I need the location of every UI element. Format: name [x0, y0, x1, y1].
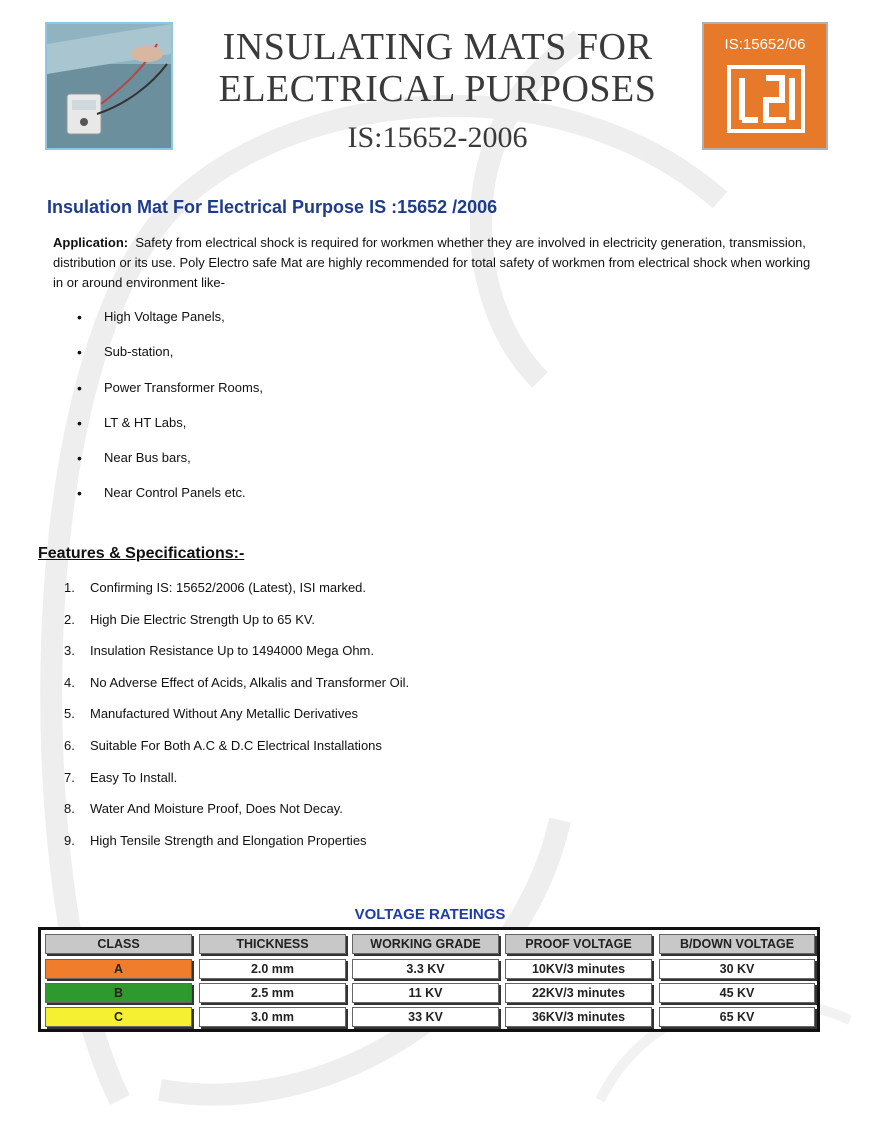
features-heading: Features & Specifications:-: [38, 545, 245, 562]
feature-text: Easy To Install.: [90, 769, 178, 785]
table-cell-working-grade: 11 KV: [352, 983, 499, 1003]
title-line-1: INSULATING MATS FOR: [222, 26, 653, 68]
list-item-text: Near Bus bars,: [104, 450, 191, 466]
feature-text: Suitable For Both A.C & D.C Electrical Installations: [90, 737, 382, 753]
standard-number: IS:15652-2006: [347, 121, 528, 154]
feature-number: 1.: [64, 580, 75, 595]
table-header-breakdown-voltage: B/DOWN VOLTAGE: [659, 934, 815, 954]
feature-text: Confirming IS: 15652/2006 (Latest), ISI marked.: [90, 580, 367, 595]
title-line-2: ELECTRICAL PURPOSES: [218, 68, 657, 110]
table-header-class: CLASS: [45, 934, 192, 954]
feature-text: No Adverse Effect of Acids, Alkalis and Transformer Oil.: [90, 674, 410, 690]
list-item-text: Near Control Panels etc.: [104, 485, 246, 501]
document-title: [180, 26, 695, 156]
table-cell-class-b: B: [45, 983, 192, 1003]
list-item: [77, 485, 263, 520]
table-cell-thickness: 3.0 mm: [199, 1007, 346, 1027]
table-cell-thickness: 2.0 mm: [199, 959, 346, 979]
table-header-working-grade: WORKING GRADE: [352, 934, 499, 954]
table-cell-proof-voltage: 36KV/3 minutes: [505, 1007, 652, 1027]
table-header-proof-voltage: PROOF VOLTAGE: [505, 934, 652, 954]
feature-text: Manufactured Without Any Metallic Derivatives: [90, 706, 359, 722]
isi-mark-icon: [726, 64, 806, 134]
table-cell-breakdown-voltage: 45 KV: [659, 983, 815, 1003]
feature-item: [64, 738, 409, 770]
feature-number: 2.: [64, 611, 75, 627]
list-item: [77, 380, 263, 415]
table-cell-breakdown-voltage: 65 KV: [659, 1007, 815, 1027]
technician-testing-image: [47, 24, 171, 148]
table-cell-proof-voltage: 22KV/3 minutes: [505, 983, 652, 1003]
feature-item: [64, 801, 409, 833]
feature-number: 3.: [64, 643, 75, 659]
feature-number: 4.: [64, 674, 75, 690]
feature-text: High Die Electric Strength Up to 65 KV.: [90, 611, 315, 627]
isi-badge-code: IS:15652/06: [724, 36, 806, 53]
voltage-ratings-table: [38, 927, 820, 1032]
feature-number: 8.: [64, 801, 75, 817]
bullet-icon: •: [77, 450, 82, 467]
feature-item: [64, 580, 409, 612]
list-item: [77, 344, 263, 379]
feature-text: Water And Moisture Proof, Does Not Decay.: [90, 801, 343, 817]
table-cell-breakdown-voltage: 30 KV: [659, 959, 815, 979]
list-item: [77, 415, 263, 450]
product-photo: [45, 22, 173, 150]
feature-number: 6.: [64, 737, 75, 753]
list-item-text: Sub-station,: [104, 344, 174, 360]
bullet-icon: •: [77, 309, 82, 325]
feature-item: [64, 643, 409, 675]
bullet-icon: •: [77, 485, 82, 502]
feature-number: 7.: [64, 769, 75, 785]
table-header-thickness: THICKNESS: [199, 934, 346, 954]
feature-item: [64, 612, 409, 644]
list-item-text: High Voltage Panels,: [104, 309, 225, 324]
list-item: [77, 450, 263, 485]
bullet-icon: •: [77, 414, 82, 431]
feature-item: [64, 675, 409, 707]
application-label: Application:: [53, 235, 129, 250]
bullet-icon: •: [77, 379, 82, 396]
table-cell-thickness: 2.5 mm: [199, 983, 346, 1003]
application-paragraph: [53, 233, 813, 293]
feature-item: [64, 833, 409, 865]
features-list: [64, 580, 409, 864]
list-item-text: Power Transformer Rooms,: [104, 379, 263, 395]
voltage-table-title: VOLTAGE RATEINGS: [354, 906, 506, 923]
isi-certification-badge: [702, 22, 828, 150]
table-cell-class-a: A: [45, 959, 192, 979]
list-item: [77, 309, 263, 344]
feature-number: 5.: [64, 706, 75, 722]
bullet-icon: •: [77, 344, 82, 361]
environment-list: [77, 309, 263, 521]
table-cell-class-c: C: [45, 1007, 192, 1027]
feature-text: Insulation Resistance Up to 1494000 Mega Ohm.: [90, 643, 375, 659]
table-cell-working-grade: 33 KV: [352, 1007, 499, 1027]
table-cell-proof-voltage: 10KV/3 minutes: [505, 959, 652, 979]
feature-text: High Tensile Strength and Elongation Properties: [90, 832, 367, 848]
table-cell-working-grade: 3.3 KV: [352, 959, 499, 979]
application-text: Safety from electrical shock is required for workmen whether they are involved in electricity generation, transmission, distribution or its use. Poly Electro safe Mat are highly recommended for total safety of workmen from electrical shock when working in or around environment like-: [53, 235, 811, 290]
section-subheading: Insulation Mat For Electrical Purpose IS :15652 /2006: [47, 197, 498, 217]
feature-number: 9.: [64, 832, 75, 848]
feature-item: [64, 706, 409, 738]
list-item-text: LT & HT Labs,: [104, 414, 187, 430]
feature-item: [64, 770, 409, 802]
